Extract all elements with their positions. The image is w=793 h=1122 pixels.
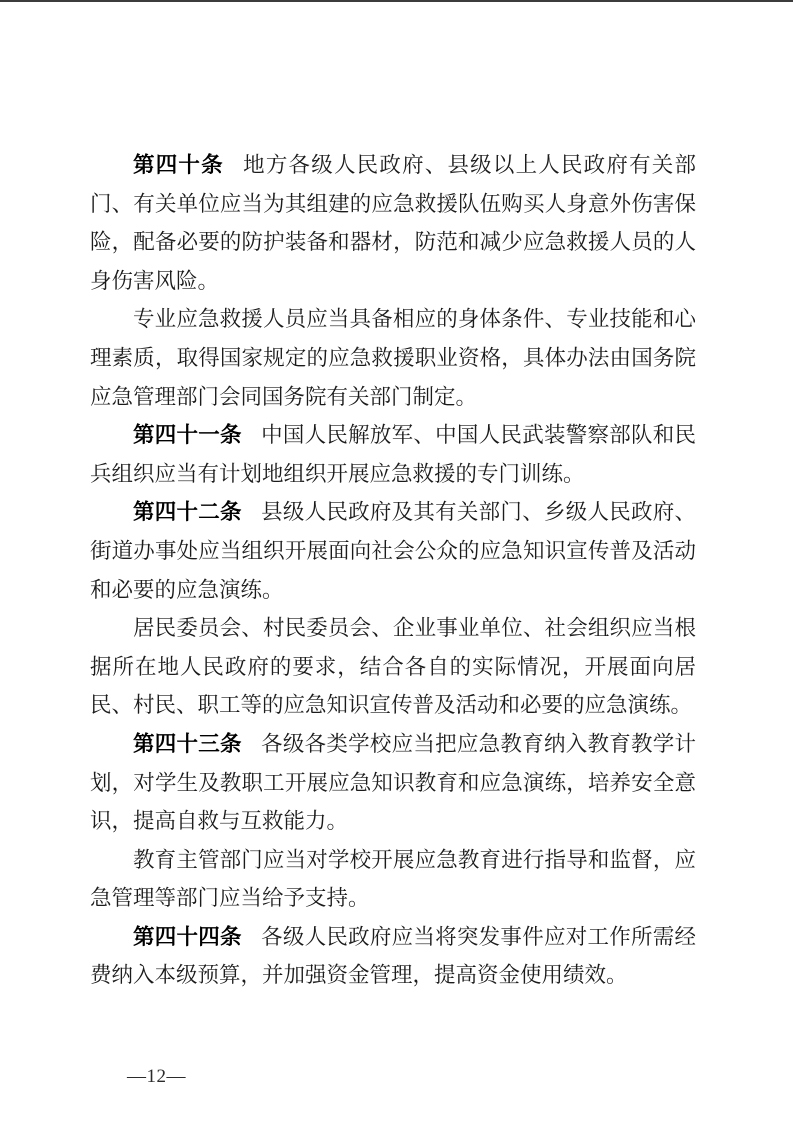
paragraph-text: 各级人民政府应当将突发事件应对工作所需经费纳入本级预算，并加强资金管理，提高资金使用绩效。 — [90, 924, 696, 988]
paragraph — [90, 493, 696, 609]
paragraph — [90, 300, 696, 416]
page-number: —12— — [127, 1066, 186, 1087]
paragraph — [90, 146, 696, 300]
paragraph-text: 中国人民解放军、中国人民武装警察部队和民兵组织应当有计划地组织开展应急救援的专门训练。 — [90, 423, 696, 486]
paragraph — [90, 725, 696, 841]
page-footer — [127, 1066, 186, 1088]
paragraph-text: 专业应急救援人员应当具备相应的身体条件、专业技能和心理素质，取得国家规定的应急救援职业资格，具体办法由国务院应急管理部门会同国务院有关部门制定。 — [90, 307, 696, 409]
article-heading: 第四十三条 — [133, 731, 242, 756]
article-heading: 第四十四条 — [133, 924, 242, 949]
article-heading: 第四十二条 — [133, 500, 242, 525]
document-body — [90, 146, 696, 995]
article-heading: 第四十条 — [133, 153, 224, 177]
scan-edge-artifact — [0, 0, 793, 2]
paragraph-text: 居民委员会、村民委员会、企业事业单位、社会组织应当根据所在地人民政府的要求，结合各自的实际情况，开展面向居民、村民、职工等的应急知识宣传普及活动和必要的应急演练。 — [90, 616, 696, 718]
paragraph-text: 教育主管部门应当对学校开展应急教育进行指导和监督，应急管理等部门应当给予支持。 — [90, 847, 696, 911]
paragraph — [90, 841, 696, 918]
paragraph-text: 县级人民政府及其有关部门、乡级人民政府、街道办事处应当组织开展面向社会公众的应急知识宣传普及活动和必要的应急演练。 — [90, 500, 696, 602]
paragraph — [90, 416, 696, 493]
article-heading: 第四十一条 — [133, 423, 242, 448]
paragraph — [90, 609, 696, 725]
paragraph-text: 各级各类学校应当把应急教育纳入教育教学计划，对学生及教职工开展应急知识教育和应急演练，培养安全意识，提高自救与互救能力。 — [90, 731, 696, 834]
paragraph — [90, 918, 696, 995]
paragraph-text: 地方各级人民政府、县级以上人民政府有关部门、有关单位应当为其组建的应急救援队伍购买人身意外伤害保险，配备必要的防护装备和器材，防范和减少应急救援人员的人身伤害风险。 — [90, 153, 696, 293]
